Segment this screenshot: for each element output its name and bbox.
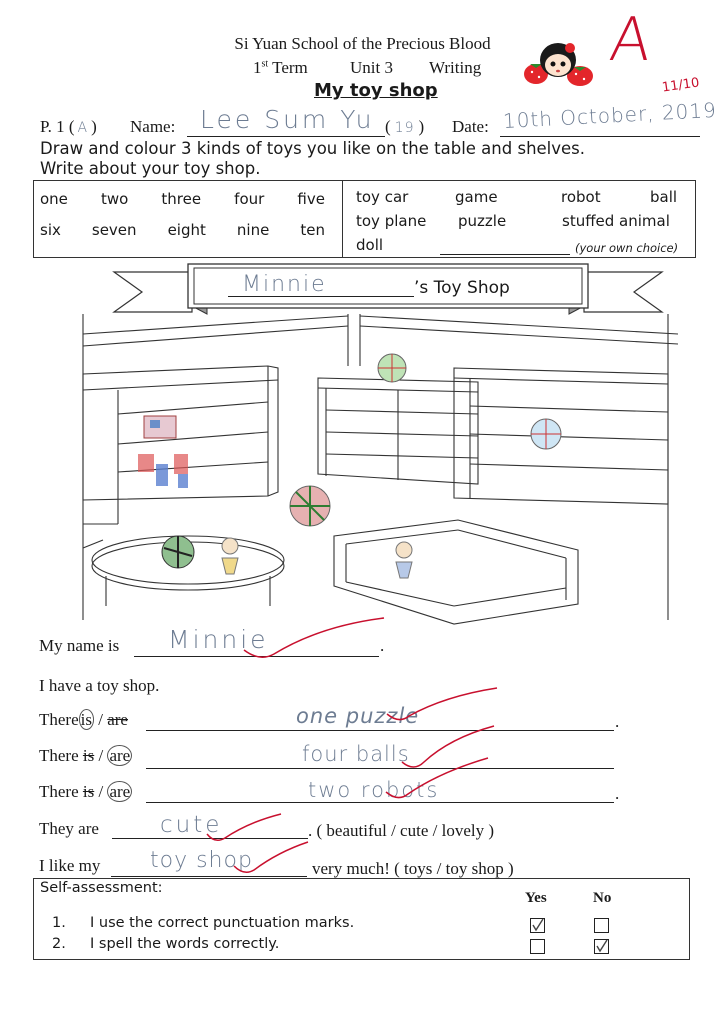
class-suffix: ) (91, 117, 97, 136)
girl-mascot-illustration (518, 38, 598, 90)
assessment-item-1-number: 1. (52, 915, 66, 931)
instruction-line-1: Draw and colour 3 kinds of toys you like on the table and shelves. (40, 139, 586, 158)
subject-label: Writing (429, 58, 482, 77)
date-label: Date: (452, 117, 489, 136)
sentence-3-prefix (39, 710, 128, 730)
no-header: No (593, 890, 612, 906)
choice-slash: / (98, 746, 104, 765)
word-four: four (234, 190, 265, 208)
class-field (40, 117, 97, 137)
banner-shop-name: Minnie (242, 272, 327, 297)
word-two: two (101, 190, 129, 208)
tick-mark-1 (240, 614, 390, 664)
word-puzzle: puzzle (458, 212, 507, 230)
word-one: one (40, 190, 68, 208)
word-toy-car: toy car (356, 188, 409, 206)
term-label (253, 58, 308, 78)
sentence-5-line (146, 802, 614, 803)
answer-cute: cute (160, 812, 223, 838)
sentence-have-shop: I have a toy shop. (39, 676, 160, 695)
word-nine: nine (236, 221, 270, 239)
word-ball: ball (650, 188, 678, 206)
word-doll: doll (356, 236, 384, 254)
there-word: There (39, 746, 79, 765)
assessment-item-1-text: I use the correct punctuation marks. (90, 915, 355, 931)
there-word: There (39, 782, 79, 801)
own-choice-line (440, 254, 570, 255)
number-words-row-2 (40, 221, 325, 239)
word-three: three (161, 190, 202, 208)
choice-are-crossed: are (107, 710, 128, 729)
word-toy-plane: toy plane (356, 212, 427, 230)
answer-one-puzzle: one puzzle (296, 704, 420, 728)
there-word: There (39, 710, 79, 729)
grade-mark: A (606, 5, 655, 75)
word-robot: robot (561, 188, 601, 206)
sentence-4-prefix (39, 746, 132, 766)
toy-shop-illustration (78, 314, 678, 626)
sentence-6-options: . ( beautiful / cute / lovely ) (308, 821, 494, 840)
sentence-7-options: very much! ( toys / toy shop ) (312, 859, 514, 878)
choice-are-circled: are (109, 746, 131, 765)
number-words-row-1 (40, 190, 325, 208)
sentence-5-period: . (615, 784, 620, 803)
word-stuffed-animal: stuffed animal (562, 212, 670, 230)
choice-is-crossed: is (82, 746, 95, 765)
banner-suffix: ’s Toy Shop (414, 278, 510, 298)
instruction-line-2: Write about your toy shop. (40, 159, 261, 178)
tick-mark-7 (232, 840, 312, 880)
student-name: Lee Sum Yu (200, 105, 375, 134)
answer-my-name: Minnie (168, 625, 269, 654)
sentence-4-line (146, 768, 614, 769)
assessment-item-2-text: I spell the words correctly. (90, 936, 280, 952)
drawn-puzzle (144, 416, 176, 438)
term-word: Term (272, 58, 308, 77)
number-open: ( (385, 117, 391, 136)
sentence-3-line (146, 730, 614, 731)
tick-mark-3 (385, 686, 505, 726)
answer-toy-shop: toy shop (150, 848, 253, 873)
sentence-1-period: . (380, 636, 385, 655)
choice-is-crossed: is (82, 782, 95, 801)
class-prefix: P. 1 ( (40, 117, 75, 136)
student-number (385, 117, 424, 137)
own-choice-hint: (your own choice) (575, 241, 679, 255)
answer-two-robots: two robots (308, 778, 440, 802)
word-game: game (455, 188, 498, 206)
word-five: five (297, 190, 325, 208)
unit-label: Unit 3 (350, 58, 393, 77)
sentence-5-prefix (39, 782, 132, 802)
name-underline (187, 136, 385, 137)
choice-slash: / (98, 710, 103, 729)
item-1-no-checkbox[interactable] (594, 918, 609, 933)
sentence-3-period: . (615, 712, 620, 731)
word-bank-divider (342, 180, 343, 257)
term-number: 1 (253, 58, 262, 77)
choice-slash: / (98, 782, 104, 801)
item-2-no-checkbox[interactable] (594, 939, 609, 954)
sentence-i-like-label: I like my (39, 856, 101, 875)
word-six: six (40, 221, 61, 239)
choice-is-circled: is (80, 710, 92, 729)
sentence-they-are-label: They are (39, 819, 99, 838)
class-value: A (77, 120, 89, 136)
term-superscript: st (261, 58, 269, 70)
drawn-robots (138, 454, 188, 488)
answer-four-balls: four balls (302, 742, 410, 766)
name-label: Name: (130, 117, 176, 136)
number-value: 19 (394, 120, 415, 136)
word-seven: seven (91, 221, 137, 239)
date-value: 10th October, 2019 (502, 97, 718, 133)
shop-banner (112, 260, 664, 320)
assessment-item-2-number: 2. (52, 936, 66, 952)
tick-mark-5 (384, 756, 494, 806)
number-close: ) (418, 117, 425, 136)
word-eight: eight (167, 221, 206, 239)
choice-are-circled: are (109, 782, 131, 801)
page-title: My toy shop (314, 80, 438, 101)
item-2-yes-checkbox[interactable] (530, 939, 545, 954)
item-1-yes-checkbox[interactable] (530, 918, 545, 933)
self-assessment-title: Self-assessment: (40, 880, 163, 896)
date-underline (500, 136, 700, 137)
yes-header: Yes (525, 890, 547, 906)
sentence-my-name-label: My name is (39, 636, 120, 655)
word-ten: ten (300, 221, 325, 239)
mark-date: 11/10 (661, 75, 701, 96)
school-name: Si Yuan School of the Precious Blood (234, 34, 491, 53)
